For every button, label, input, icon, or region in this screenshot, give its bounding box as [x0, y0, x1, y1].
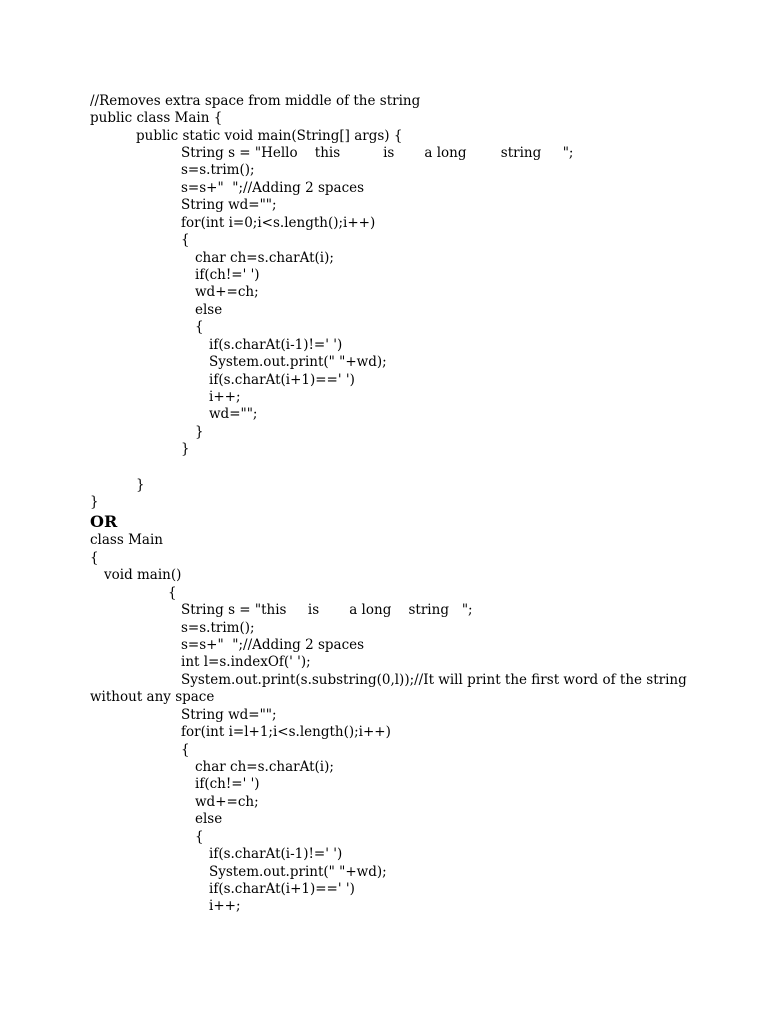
code-line: {: [181, 232, 190, 248]
code-line: {: [195, 829, 204, 845]
code-line: System.out.print(s.substring(0,l));//It will print the first word of the string: [181, 672, 687, 688]
code-line: wd+=ch;: [195, 794, 259, 810]
code-line: }: [195, 424, 204, 440]
code-line: else: [195, 811, 223, 827]
code-line: String s = "Hello this is a long string ";: [181, 145, 574, 161]
code-line: }: [181, 441, 190, 457]
code-line: wd+=ch;: [195, 284, 259, 300]
code-line: s=s.trim();: [181, 162, 255, 178]
code-line: if(ch!=' '): [195, 267, 260, 283]
code-line: }: [90, 494, 99, 510]
code-line: char ch=s.charAt(i);: [195, 759, 334, 775]
code-line: s=s.trim();: [181, 620, 255, 636]
code-line: String s = "this is a long string ";: [181, 602, 473, 618]
code-line: {: [181, 742, 190, 758]
code-line: for(int i=0;i<s.length();i++): [181, 215, 376, 231]
code-line: if(s.charAt(i+1)==' '): [209, 372, 355, 388]
comment-line: //Removes extra space from middle of the string: [90, 93, 421, 109]
code-line: int l=s.indexOf(' ');: [181, 654, 311, 670]
code-line: String wd="";: [181, 197, 277, 213]
code-line: }: [136, 477, 145, 493]
code-line: if(ch!=' '): [195, 776, 260, 792]
code-line: class Main: [90, 532, 163, 548]
code-line: s=s+" ";//Adding 2 spaces: [181, 180, 365, 196]
code-line: else: [195, 302, 223, 318]
code-line: String wd="";: [181, 707, 277, 723]
code-line: {: [195, 319, 204, 335]
code-line: char ch=s.charAt(i);: [195, 250, 334, 266]
code-line: i++;: [209, 389, 241, 405]
code-line: System.out.print(" "+wd);: [209, 864, 387, 880]
code-line: {: [168, 585, 177, 601]
code-line: {: [90, 550, 99, 566]
code-line: i++;: [209, 898, 241, 914]
code-line: s=s+" ";//Adding 2 spaces: [181, 637, 365, 653]
code-line: for(int i=l+1;i<s.length();i++): [181, 724, 391, 740]
code-line: void main(): [104, 567, 182, 583]
code-line: if(s.charAt(i+1)==' '): [209, 881, 355, 897]
code-line: without any space: [90, 689, 215, 705]
code-line: if(s.charAt(i-1)!=' '): [209, 337, 343, 353]
or-heading: OR: [90, 512, 118, 531]
code-line: public class Main {: [90, 110, 223, 126]
code-line: public static void main(String[] args) {: [136, 128, 403, 144]
code-line: System.out.print(" "+wd);: [209, 354, 387, 370]
code-line: if(s.charAt(i-1)!=' '): [209, 846, 343, 862]
code-line: wd="";: [209, 406, 258, 422]
